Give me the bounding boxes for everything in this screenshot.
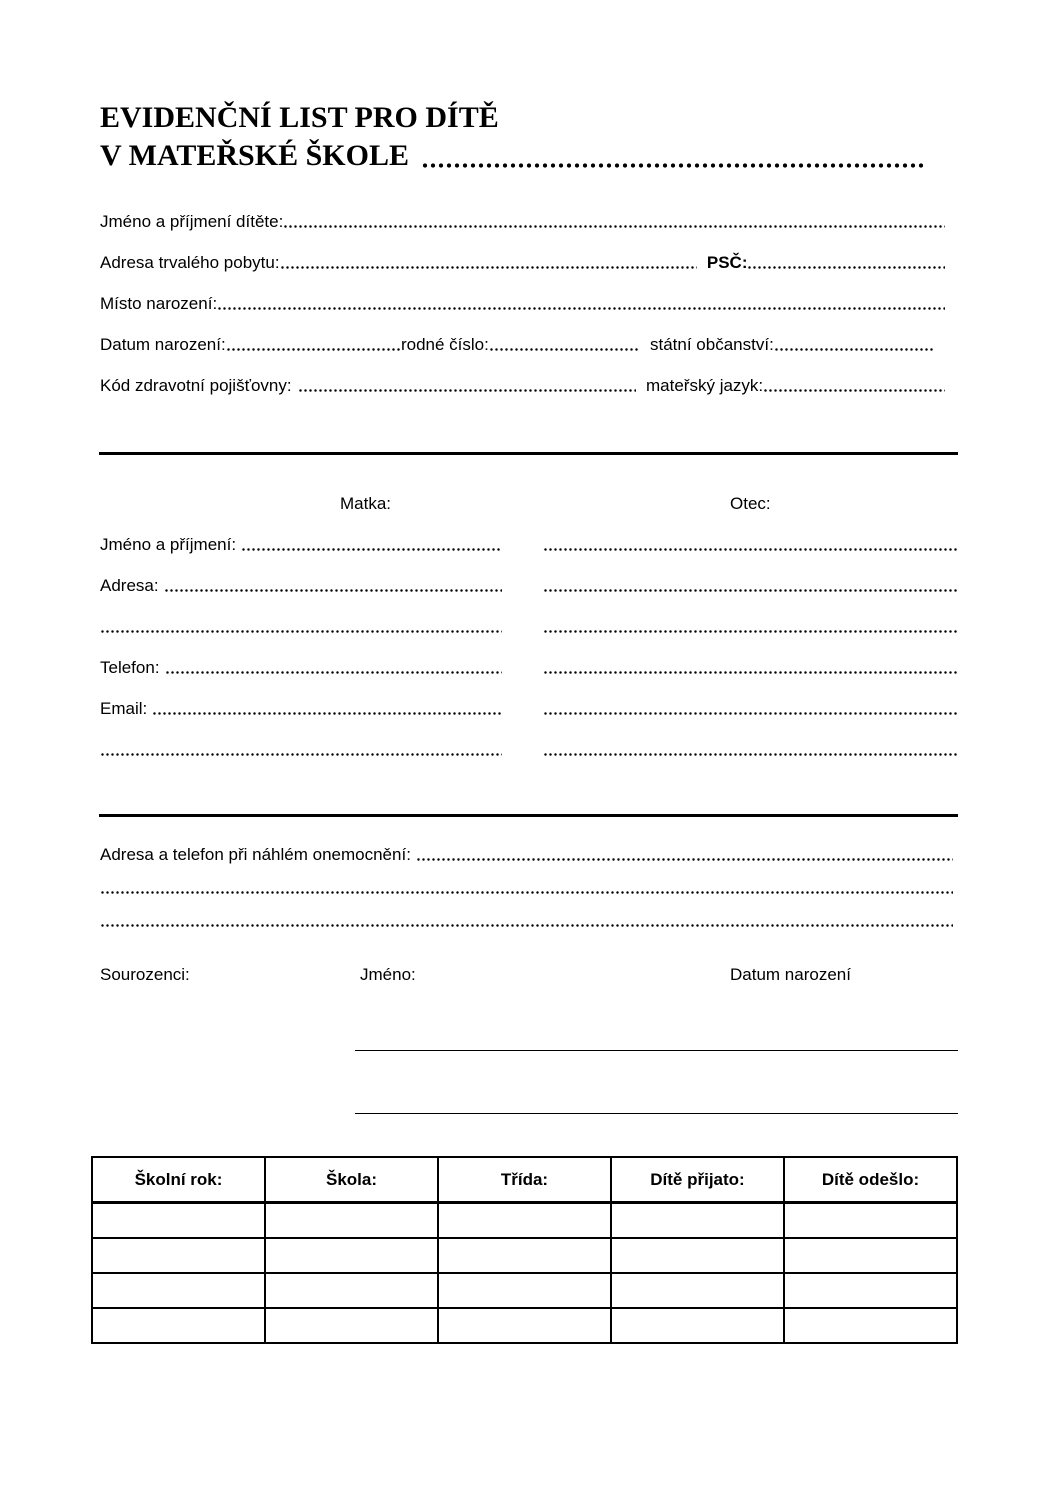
class-header: Třída:	[438, 1157, 611, 1203]
mother-tongue-fill-line	[763, 376, 945, 396]
mother-name-fill-line	[241, 535, 502, 555]
emergency-label: Adresa a telefon při náhlém onemocnění:	[100, 845, 411, 864]
mother-name-cell	[100, 535, 502, 555]
school-table-row	[92, 1308, 957, 1343]
table-cell	[611, 1273, 784, 1308]
mother-heading: Matka:	[340, 494, 392, 513]
mother-email-fill-line	[152, 699, 502, 719]
sibling-entry-line-1	[355, 1050, 958, 1051]
birthdate-row	[100, 335, 958, 355]
father-address2-cell	[543, 617, 958, 637]
father-name-fill-line	[543, 535, 958, 555]
parent-email-row	[100, 699, 958, 719]
school-table-row	[92, 1203, 957, 1239]
siblings-section	[100, 965, 958, 1135]
birthdate-label: Datum narození:	[100, 335, 226, 354]
parent-address-continued-row	[100, 617, 958, 637]
mother-tongue-label: mateřský jazyk:	[646, 376, 764, 395]
form-title-line1: EVIDENČNÍ LIST PRO DÍTĚ	[100, 101, 499, 134]
emergency-label-row	[100, 845, 958, 865]
table-cell	[611, 1203, 784, 1239]
father-email-fill-line	[543, 699, 958, 719]
table-cell	[784, 1238, 957, 1273]
form-title	[100, 99, 958, 175]
emergency-fill-line-1	[416, 845, 953, 865]
birth-number-label: rodné číslo:	[400, 335, 489, 354]
child-info-section	[100, 212, 958, 417]
table-cell	[438, 1238, 611, 1273]
birthdate-fill-line	[226, 335, 401, 355]
emergency-fill-line-2	[100, 878, 953, 898]
child-admitted-header: Dítě přijato:	[611, 1157, 784, 1203]
table-cell	[92, 1238, 265, 1273]
table-cell	[92, 1308, 265, 1343]
mother-address-cell	[100, 576, 502, 596]
school-table-header-row	[92, 1157, 957, 1203]
citizenship-fill-line	[774, 335, 935, 355]
table-cell	[265, 1238, 438, 1273]
parent-name-label: Jméno a příjmení:	[100, 535, 237, 554]
emergency-row-2	[100, 878, 958, 898]
parent-address-row	[100, 576, 958, 596]
parent-address-label: Adresa:	[100, 576, 159, 595]
child-address-fill-line	[280, 253, 697, 273]
table-cell	[265, 1203, 438, 1239]
table-cell	[265, 1308, 438, 1343]
psc-fill-line	[747, 253, 945, 273]
parent-phone-label: Telefon:	[100, 658, 160, 677]
parent-name-row	[100, 535, 958, 555]
mother-email-cell	[100, 699, 502, 719]
father-address-fill-line	[543, 576, 958, 596]
table-cell	[784, 1308, 957, 1343]
mother-extra-fill-line	[100, 740, 502, 760]
mother-address-fill-line	[164, 576, 502, 596]
mother-address2-cell	[100, 617, 502, 637]
child-left-header: Dítě odešlo:	[784, 1157, 957, 1203]
school-name-fill-line	[421, 137, 926, 175]
form-title-line2: V MATEŘSKÉ ŠKOLE	[100, 139, 409, 172]
citizenship-label: státní občanství:	[650, 335, 774, 354]
sibling-entry-line-2	[355, 1113, 958, 1114]
insurance-row	[100, 376, 958, 396]
father-extra-fill-line	[543, 740, 958, 760]
siblings-headings-row	[100, 965, 958, 985]
birthplace-label: Místo narození:	[100, 294, 218, 313]
section-divider-bottom	[99, 814, 958, 817]
father-heading: Otec:	[730, 494, 771, 513]
school-year-header: Školní rok:	[92, 1157, 265, 1203]
sibling-birthdate-label: Datum narození	[730, 965, 851, 984]
child-address-row	[100, 253, 958, 273]
siblings-heading: Sourozenci:	[100, 965, 190, 984]
parent-extra-row	[100, 740, 958, 760]
birth-number-fill-line	[489, 335, 640, 355]
section-divider-top	[99, 452, 958, 455]
insurance-label: Kód zdravotní pojišťovny:	[100, 376, 292, 395]
child-address-label: Adresa trvalého pobytu:	[100, 253, 280, 272]
school-history-table	[91, 1156, 958, 1344]
mother-extra-cell	[100, 740, 502, 760]
form-title-line2-row	[100, 137, 958, 175]
birthplace-fill-line	[217, 294, 945, 314]
insurance-fill-line	[298, 376, 636, 396]
table-cell	[92, 1273, 265, 1308]
father-name-cell	[543, 535, 958, 555]
parents-section	[100, 494, 958, 781]
father-email-cell	[543, 699, 958, 719]
child-name-fill-line	[283, 212, 945, 232]
child-name-label: Jméno a příjmení dítěte:	[100, 212, 284, 231]
birthplace-row	[100, 294, 958, 314]
table-cell	[784, 1273, 957, 1308]
table-cell	[438, 1203, 611, 1239]
table-cell	[438, 1273, 611, 1308]
school-table-row	[92, 1238, 957, 1273]
parent-phone-row	[100, 658, 958, 678]
father-phone-fill-line	[543, 658, 958, 678]
mother-phone-fill-line	[165, 658, 502, 678]
school-table-row	[92, 1273, 957, 1308]
emergency-contact-section	[100, 845, 958, 944]
mother-phone-cell	[100, 658, 502, 678]
mother-address2-fill-line	[100, 617, 502, 637]
table-cell	[92, 1203, 265, 1239]
school-header: Škola:	[265, 1157, 438, 1203]
parents-headings-row	[100, 494, 958, 514]
table-cell	[611, 1308, 784, 1343]
parent-email-label: Email:	[100, 699, 148, 718]
emergency-row-3	[100, 911, 958, 931]
table-cell	[438, 1308, 611, 1343]
table-cell	[784, 1203, 957, 1239]
father-address-cell	[543, 576, 958, 596]
emergency-fill-line-3	[100, 911, 953, 931]
sibling-name-label: Jméno:	[360, 965, 416, 984]
father-address2-fill-line	[543, 617, 958, 637]
father-phone-cell	[543, 658, 958, 678]
psc-label: PSČ:	[706, 253, 748, 272]
father-extra-cell	[543, 740, 958, 760]
child-name-row	[100, 212, 958, 232]
table-cell	[265, 1273, 438, 1308]
table-cell	[611, 1238, 784, 1273]
